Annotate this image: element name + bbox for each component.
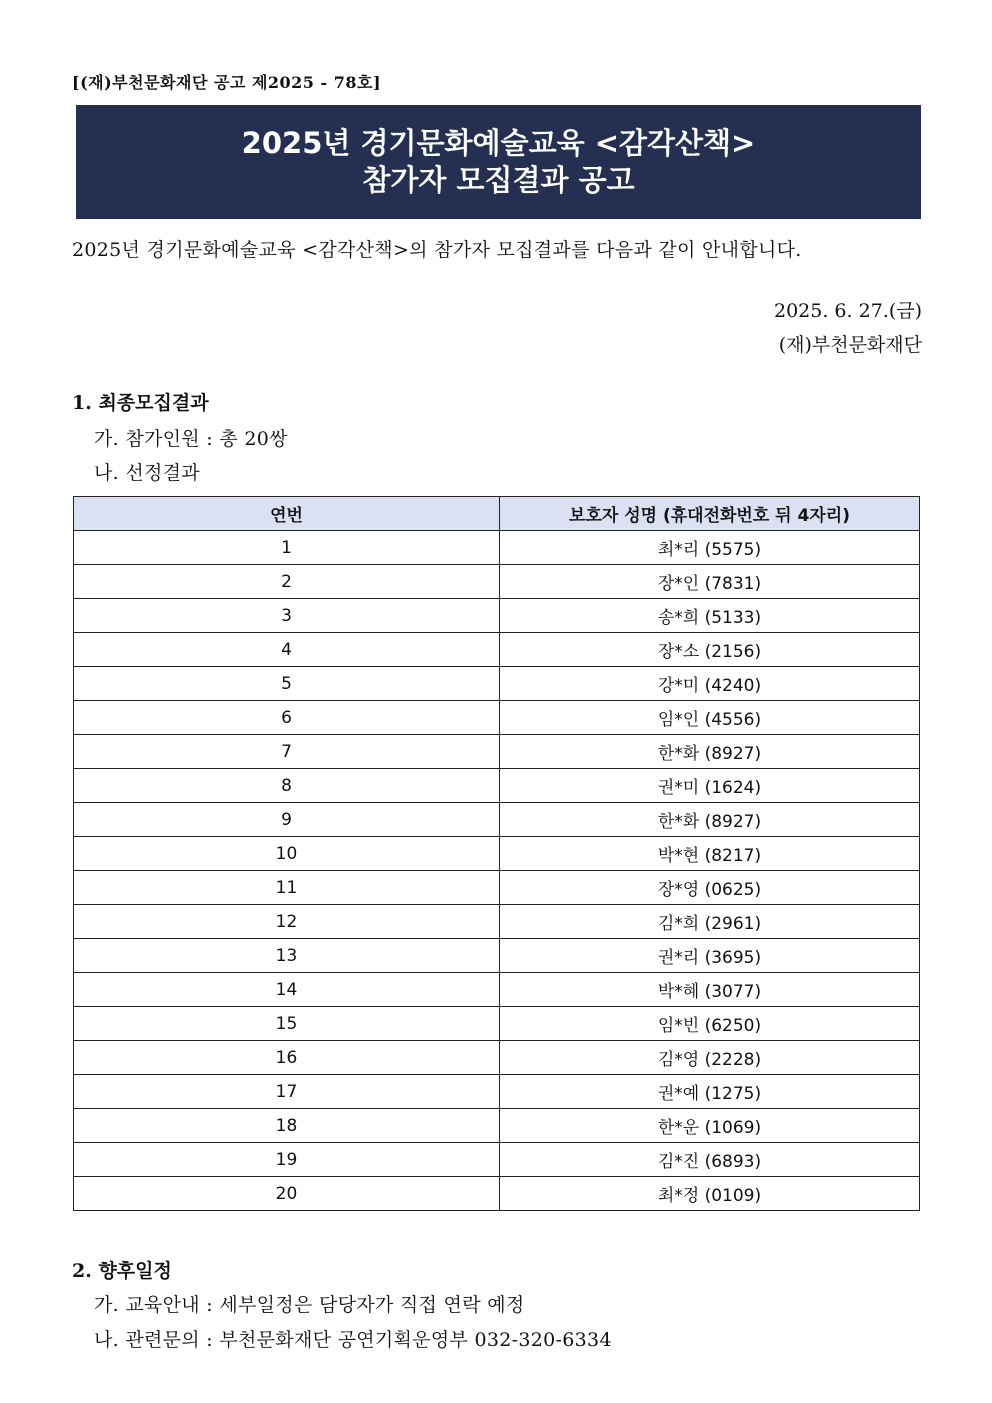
- row-number: 16: [74, 1041, 500, 1075]
- organization-name: (재)부천문화재단: [778, 334, 922, 356]
- table-row: [74, 769, 920, 803]
- guardian-name: 장*소 (2156): [500, 633, 920, 667]
- row-number: 2: [74, 565, 500, 599]
- guardian-name: 권*리 (3695): [500, 939, 920, 973]
- table-row: [74, 1041, 920, 1075]
- guardian-name: 박*현 (8217): [500, 837, 920, 871]
- table-row: [74, 565, 920, 599]
- row-number: 10: [74, 837, 500, 871]
- row-number: 3: [74, 599, 500, 633]
- notice-date: 2025. 6. 27.(금): [774, 300, 922, 322]
- table-row: [74, 973, 920, 1007]
- table-row: [74, 633, 920, 667]
- title-line-2: 참가자 모집결과 공고: [362, 163, 635, 197]
- row-number: 1: [74, 531, 500, 565]
- guardian-name: 김*진 (6893): [500, 1143, 920, 1177]
- title-line-1: 2025년 경기문화예술교육 <감각산책>: [241, 126, 756, 160]
- table-row: [74, 1109, 920, 1143]
- row-number: 6: [74, 701, 500, 735]
- table-header-row: [74, 497, 920, 531]
- row-number: 8: [74, 769, 500, 803]
- table-row: [74, 1007, 920, 1041]
- table-row: [74, 599, 920, 633]
- row-number: 7: [74, 735, 500, 769]
- row-number: 18: [74, 1109, 500, 1143]
- guardian-name: 김*영 (2228): [500, 1041, 920, 1075]
- row-number: 4: [74, 633, 500, 667]
- guardian-name: 임*빈 (6250): [500, 1007, 920, 1041]
- table-row: [74, 735, 920, 769]
- guardian-name: 김*희 (2961): [500, 905, 920, 939]
- row-number: 9: [74, 803, 500, 837]
- row-number: 15: [74, 1007, 500, 1041]
- table-row: [74, 701, 920, 735]
- guardian-name: 장*인 (7831): [500, 565, 920, 599]
- table-row: [74, 905, 920, 939]
- table-row: [74, 531, 920, 565]
- table-row: [74, 1177, 920, 1211]
- row-number: 17: [74, 1075, 500, 1109]
- row-number: 20: [74, 1177, 500, 1211]
- education-guide: 가. 교육안내 : 세부일정은 담당자가 직접 연락 예정: [94, 1294, 525, 1316]
- table-row: [74, 939, 920, 973]
- participant-count: 가. 참가인원 : 총 20쌍: [94, 428, 288, 450]
- guardian-name: 한*운 (1069): [500, 1109, 920, 1143]
- intro-text: 2025년 경기문화예술교육 <감각산책>의 참가자 모집결과를 다음과 같이 안내합니다.: [72, 239, 802, 261]
- guardian-name: 박*혜 (3077): [500, 973, 920, 1007]
- row-number: 19: [74, 1143, 500, 1177]
- guardian-name: 최*정 (0109): [500, 1177, 920, 1211]
- selection-result-label: 나. 선정결과: [94, 462, 200, 484]
- guardian-name: 한*화 (8927): [500, 803, 920, 837]
- guardian-name: 권*미 (1624): [500, 769, 920, 803]
- row-number: 12: [74, 905, 500, 939]
- table-row: [74, 837, 920, 871]
- section-2-heading: 2. 향후일정: [72, 1260, 172, 1282]
- guardian-name: 권*예 (1275): [500, 1075, 920, 1109]
- row-number: 5: [74, 667, 500, 701]
- guardian-name: 한*화 (8927): [500, 735, 920, 769]
- column-header-guardian: 보호자 성명 (휴대전화번호 뒤 4자리): [500, 497, 920, 531]
- notice-number: [(재)부천문화재단 공고 제2025 - 78호]: [72, 73, 382, 92]
- title-banner: [76, 105, 921, 219]
- results-table: [73, 496, 920, 1211]
- contact-info: 나. 관련문의 : 부천문화재단 공연기획운영부 032-320-6334: [94, 1329, 612, 1351]
- guardian-name: 임*인 (4556): [500, 701, 920, 735]
- row-number: 13: [74, 939, 500, 973]
- table-row: [74, 803, 920, 837]
- table-row: [74, 1143, 920, 1177]
- guardian-name: 장*영 (0625): [500, 871, 920, 905]
- guardian-name: 강*미 (4240): [500, 667, 920, 701]
- section-1-heading: 1. 최종모집결과: [72, 392, 209, 414]
- table-row: [74, 667, 920, 701]
- table-row: [74, 1075, 920, 1109]
- guardian-name: 최*리 (5575): [500, 531, 920, 565]
- table-row: [74, 871, 920, 905]
- guardian-name: 송*희 (5133): [500, 599, 920, 633]
- table-body: [74, 531, 920, 1211]
- row-number: 11: [74, 871, 500, 905]
- row-number: 14: [74, 973, 500, 1007]
- column-header-number: 연번: [74, 497, 500, 531]
